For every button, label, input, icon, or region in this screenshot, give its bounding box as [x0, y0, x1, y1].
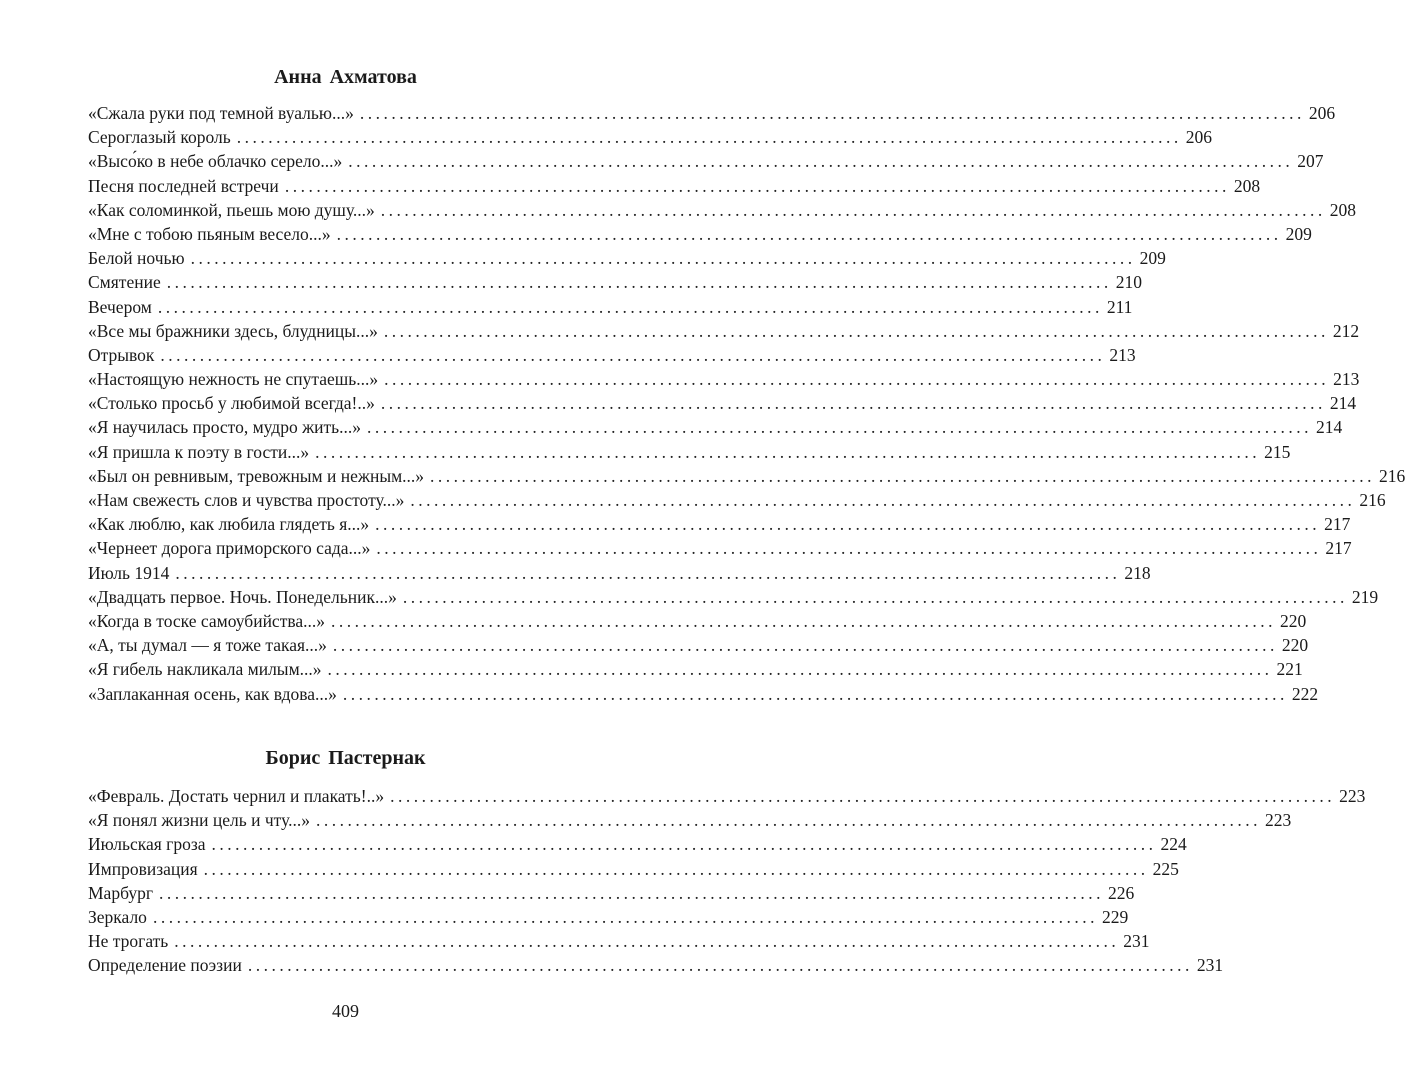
- toc-leader-dots: ........................................................................................................................: [236, 127, 1182, 148]
- toc-entry-page: 206: [1185, 127, 1212, 148]
- toc-entry-page: 210: [1115, 272, 1142, 293]
- toc-entry: [88, 246, 1166, 270]
- toc-entry-title: «Я научилась просто, мудро жить...»: [88, 417, 362, 438]
- toc-entry: [88, 832, 1187, 856]
- toc-entry-title: Смятение: [88, 272, 161, 293]
- toc-list-akhmatova: [88, 101, 1405, 706]
- toc-leader-dots: ........................................................................................................................: [166, 272, 1112, 293]
- toc-leader-dots: ........................................................................................................................: [315, 441, 1261, 462]
- toc-entry-title: Сероглазый король: [88, 127, 231, 148]
- toc-entry: [88, 222, 1312, 246]
- toc-entry-page: 218: [1124, 562, 1151, 583]
- toc-entry-page: 209: [1285, 223, 1312, 244]
- toc-entry: [88, 125, 1212, 149]
- toc-entry: [88, 367, 1360, 391]
- toc-entry-page: 229: [1101, 906, 1129, 927]
- toc-entry-title: «Двадцать первое. Ночь. Понедельник...»: [88, 586, 397, 607]
- toc-entry-page: 221: [1276, 659, 1303, 680]
- toc-leader-dots: ........................................................................................................................: [157, 296, 1103, 317]
- toc-entry: [88, 784, 1366, 808]
- toc-entry: [88, 561, 1151, 585]
- toc-entry: [88, 149, 1324, 173]
- toc-entry-title: «Столько просьб у любимой всегда!..»: [88, 393, 375, 414]
- toc-entry-page: 220: [1280, 610, 1307, 631]
- toc-entry-page: 217: [1324, 514, 1351, 535]
- toc-entry-title: «А, ты думал — я тоже такая...»: [88, 635, 327, 656]
- toc-leader-dots: ........................................................................................................................: [160, 344, 1106, 365]
- toc-leader-dots: ........................................................................................................................: [402, 586, 1348, 607]
- toc-entry: [88, 415, 1343, 439]
- toc-entry-page: 209: [1139, 248, 1166, 269]
- toc-entry-title: «Высо́ко в небе облачко серело...»: [88, 151, 343, 172]
- toc-entry: [88, 536, 1352, 560]
- toc-entry-page: 213: [1109, 344, 1136, 365]
- toc-entry-page: 220: [1281, 635, 1309, 656]
- toc-entry: [88, 319, 1360, 343]
- toc-entry-page: 215: [1264, 441, 1291, 462]
- toc-entry-title: Импровизация: [88, 858, 198, 879]
- toc-entry-title: Июль 1914: [88, 562, 170, 583]
- toc-entry-page: 212: [1332, 320, 1360, 341]
- toc-entry: [88, 512, 1351, 536]
- toc-entry-page: 216: [1359, 490, 1386, 510]
- toc-leader-dots: ........................................................................................................................: [327, 659, 1273, 680]
- toc-leader-dots: ........................................................................................................................: [383, 320, 1329, 341]
- toc-entry-title: «Был он ревнивым, тревожным и нежным...»: [88, 465, 425, 486]
- toc-leader-dots: ........................................................................................................................: [174, 931, 1120, 952]
- toc-entry: [88, 857, 1179, 881]
- toc-leader-dots: ........................................................................................................................: [375, 514, 1321, 535]
- toc-entry-title: «Когда в тоске самоубийства...»: [88, 610, 326, 631]
- toc-entry-title: Не трогать: [88, 931, 169, 952]
- page-number: 409: [332, 1001, 359, 1021]
- toc-entry-title: «Я понял жизни цель и чту...»: [88, 810, 310, 831]
- toc-leader-dots: ........................................................................................................................: [159, 882, 1104, 903]
- toc-entry-title: Зеркало: [88, 906, 147, 927]
- toc-entry-page: 231: [1123, 931, 1150, 952]
- toc-entry: [88, 391, 1357, 415]
- toc-leader-dots: ........................................................................................................................: [332, 635, 1278, 656]
- toc-entry-title: Июльская гроза: [88, 834, 206, 855]
- toc-entry: [88, 881, 1135, 905]
- toc-leader-dots: ........................................................................................................................: [342, 683, 1288, 704]
- toc-leader-dots: ........................................................................................................................: [175, 562, 1121, 583]
- toc-entry-title: «Я пришла к поэту в гости...»: [88, 441, 310, 462]
- toc-entry: [88, 440, 1291, 464]
- toc-entry: [88, 174, 1261, 198]
- toc-entry: [88, 633, 1309, 657]
- toc-entry: [88, 657, 1303, 681]
- toc-entry: [88, 808, 1292, 832]
- toc-entry-title: «Я гибель накликала милым...»: [88, 659, 322, 680]
- toc-list-pasternak: [88, 784, 1366, 978]
- toc-leader-dots: ........................................................................................................................: [203, 858, 1149, 879]
- book-page: [88, 0, 1405, 1080]
- toc-entry-title: «Заплаканная осень, как вдова...»: [88, 683, 337, 704]
- toc-leader-dots: ........................................................................................................................: [315, 810, 1261, 831]
- toc-entry-title: Песня последней встречи: [88, 175, 279, 196]
- toc-entry: [88, 270, 1142, 294]
- toc-leader-dots: ........................................................................................................................: [247, 955, 1193, 976]
- toc-entry-page: 208: [1233, 175, 1261, 196]
- toc-entry-page: 223: [1264, 810, 1292, 831]
- toc-entry-page: 231: [1196, 955, 1224, 976]
- toc-leader-dots: ........................................................................................................................: [376, 538, 1322, 559]
- toc-entry-title: Белой ночью: [88, 248, 185, 269]
- toc-entry-page: 207: [1297, 151, 1324, 172]
- section-title-pasternak: Борис Пастернак: [265, 747, 426, 769]
- toc-entry: [88, 464, 1405, 488]
- toc-leader-dots: ........................................................................................................................: [348, 151, 1294, 172]
- toc-entry: [88, 585, 1379, 609]
- toc-entry-page: 211: [1106, 296, 1133, 317]
- toc-entry-page: 214: [1316, 417, 1343, 438]
- toc-leader-dots: ........................................................................................................................: [211, 834, 1157, 855]
- section-title-akhmatova: Анна Ахматова: [274, 66, 417, 88]
- toc-entry-page: 206: [1308, 103, 1336, 123]
- toc-leader-dots: ........................................................................................................................: [359, 103, 1305, 123]
- toc-entry-page: 226: [1108, 882, 1135, 903]
- toc-entry-title: «Февраль. Достать чернил и плакать!..»: [88, 786, 385, 806]
- toc-leader-dots: ........................................................................................................................: [380, 393, 1326, 414]
- toc-entry-title: Вечером: [88, 296, 152, 317]
- toc-entry-page: 219: [1351, 586, 1379, 607]
- toc-leader-dots: ........................................................................................................................: [190, 248, 1136, 269]
- toc-entry: [88, 343, 1136, 367]
- toc-entry-page: 213: [1333, 369, 1360, 390]
- toc-entry: [88, 101, 1336, 125]
- toc-entry-page: 223: [1339, 786, 1366, 806]
- toc-entry: [88, 682, 1319, 706]
- toc-entry-title: «Сжала руки под темной вуалью...»: [88, 103, 354, 123]
- toc-leader-dots: ........................................................................................................................: [410, 490, 1356, 510]
- toc-entry-title: «Как соломинкой, пьешь мою душу...»: [88, 199, 375, 220]
- toc-entry: [88, 953, 1224, 977]
- toc-entry-page: 214: [1329, 393, 1357, 414]
- toc-leader-dots: ........................................................................................................................: [390, 786, 1336, 806]
- toc-entry-page: 225: [1152, 858, 1179, 879]
- toc-entry-title: «Настоящую нежность не спутаешь...»: [88, 369, 379, 390]
- toc-entry-page: 217: [1325, 538, 1352, 559]
- toc-leader-dots: ........................................................................................................................: [284, 175, 1230, 196]
- toc-entry-title: «Все мы бражники здесь, блудницы...»: [88, 320, 378, 341]
- toc-entry: [88, 929, 1150, 953]
- toc-leader-dots: ........................................................................................................................: [380, 199, 1326, 220]
- toc-leader-dots: ........................................................................................................................: [367, 417, 1313, 438]
- toc-entry: [88, 905, 1129, 929]
- toc-leader-dots: ........................................................................................................................: [331, 610, 1277, 631]
- toc-entry-title: «Чернеет дорога приморского сада...»: [88, 538, 371, 559]
- toc-entry-title: «Нам свежесть слов и чувства простоту...»: [88, 490, 405, 510]
- toc-entry-title: «Как люблю, как любила глядеть я...»: [88, 514, 370, 535]
- toc-entry: [88, 198, 1357, 222]
- toc-entry-title: «Мне с тобою пьяным весело...»: [88, 223, 331, 244]
- toc-entry-title: Отрывок: [88, 344, 155, 365]
- toc-leader-dots: ........................................................................................................................: [384, 369, 1330, 390]
- toc-entry: [88, 295, 1133, 319]
- toc-entry: [88, 609, 1307, 633]
- toc-leader-dots: ........................................................................................................................: [336, 223, 1282, 244]
- toc-entry-title: Марбург: [88, 882, 153, 903]
- toc-entry-page: 222: [1291, 683, 1319, 704]
- toc-entry-page: 216: [1379, 465, 1405, 486]
- toc-leader-dots: ........................................................................................................................: [430, 465, 1376, 486]
- toc-leader-dots: ........................................................................................................................: [152, 906, 1098, 927]
- toc-entry-page: 208: [1329, 199, 1357, 220]
- toc-entry-page: 224: [1160, 834, 1187, 855]
- toc-entry-title: Определение поэзии: [88, 955, 242, 976]
- toc-entry: [88, 488, 1386, 512]
